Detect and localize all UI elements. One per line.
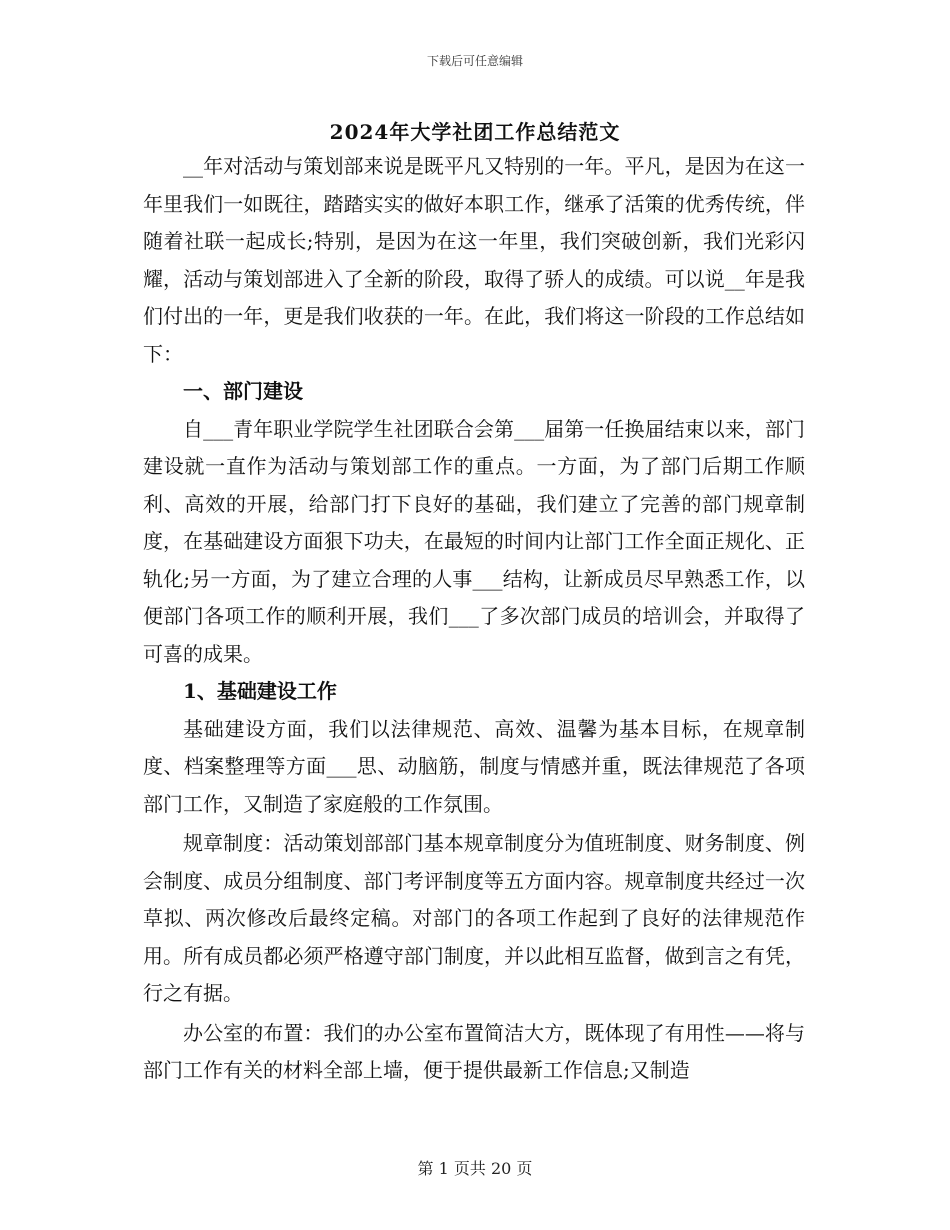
subsection-paragraph-basic: 基础建设方面，我们以法律规范、高效、温馨为基本目标，在规章制度、档案整理等方面___思、动脑筋，制度与情感并重，既法律规范了各项部门工作，又制造了家庭般的工作氛围。 [143, 716, 805, 816]
intro-paragraph: __年对活动与策划部来说是既平凡又特别的一年。平凡，是因为在这一年里我们一如既往，踏踏实实的做好本职工作，继承了活策的优秀传统，伴随着社联一起成长;特别，是因为在这一年里，我们突破创新，我们光彩闪耀，活动与策划部进入了全新的阶段，取得了骄人的成绩。可以说__年是我们付出的一年，更是我们收获的一年。在此，我们将这一阶段的工作总结如下： [143, 154, 805, 366]
rules-paragraph: 规章制度：活动策划部部门基本规章制度分为值班制度、财务制度、例会制度、成员分组制度、部门考评制度等五方面内容。规章制度共经过一次草拟、两次修改后最终定稿。对部门的各项工作起到了良好的法律规范作用。所有成员都必须严格遵守部门制度，并以此相互监督，做到言之有凭，行之有据。 [143, 831, 805, 1005]
subsection-heading-basic: 1、基础建设工作 [183, 679, 337, 703]
page-footer: 第 1 页共 20 页 [417, 1159, 533, 1178]
page-header: 下载后可任意编辑 [426, 54, 523, 68]
section-heading-department: 一、部门建设 [183, 379, 303, 403]
office-paragraph: 办公室的布置：我们的办公室布置简洁大方，既体现了有用性——将与部门工作有关的材料全部上墙，便于提供最新工作信息;又制造 [143, 1020, 805, 1082]
document-title: 2024年大学社团工作总结范文 [329, 120, 621, 144]
document-body [143, 148, 805, 1090]
section-paragraph-department: 自___青年职业学院学生社团联合会第___届第一任换届结束以来，部门建设就一直作为活动与策划部工作的重点。一方面，为了部门后期工作顺利、高效的开展，给部门打下良好的基础，我们建立了完善的部门规章制度，在基础建设方面狠下功夫，在最短的时间内让部门工作全面正规化、正轨化;另一方面，为了建立合理的人事___结构，让新成员尽早熟悉工作，以便部门各项工作的顺利开展，我们___了多次部门成员的培训会，并取得了可喜的成果。 [143, 416, 805, 666]
